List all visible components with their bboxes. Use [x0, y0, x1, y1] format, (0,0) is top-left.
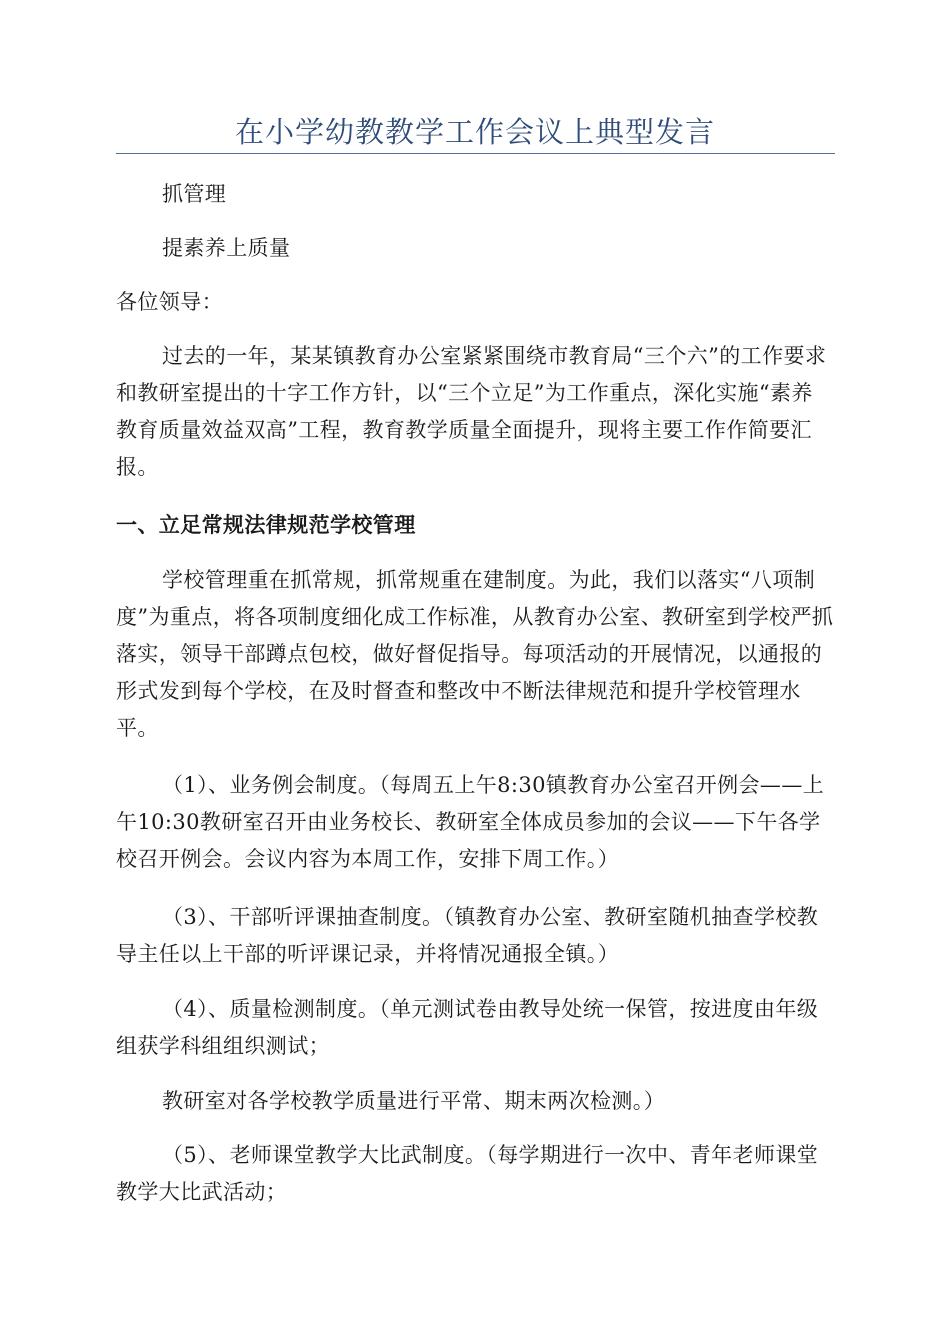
subtitle-line-2: 提素养上质量 [162, 236, 291, 260]
rule-item-5: （5）、老师课堂教学大比武制度。（每学期进行一次中、青年老师课堂教学大比武活动； [116, 1143, 819, 1204]
section-1-paragraph: 学校管理重在抓常规，抓常规重在建制度。为此，我们以落实“八项制度”为重点，将各项制度细化成工作标准，从教育办公室、教研室到学校严抓落实，领导干部蹲点包校，做好督促指导。每项活动的开展情况，以通报的形式发到每个学校，在及时督查和整改中不断法律规范和提升学校管理水平。 [116, 568, 834, 740]
rule-item-4-continued: 教研室对各学校教学质量进行平常、期末两次检测。） [162, 1089, 666, 1113]
rule-item-4: （4）、质量检测制度。（单元测试卷由教导处统一保管，按进度由年级组获学科组组织测试； [116, 997, 819, 1058]
section-1-heading: 一、立足常规法律规范学校管理 [116, 513, 416, 537]
intro-paragraph: 过去的一年，某某镇教育办公室紧紧围绕市教育局“三个六”的工作要求和教研室提出的十字工作方针，以“三个立足”为工作重点，深化实施“素养教育质量效益双高”工程，教育教学质量全面提升，现将主要工作作简要汇报。 [116, 344, 827, 479]
salutation: 各位领导： [116, 290, 223, 314]
rule-item-3: （3）、干部听评课抽查制度。（镇教育办公室、教研室随机抽查学校教导主任以上干部的听评课记录，并将情况通报全镇。） [116, 905, 819, 966]
rule-item-1: （1）、业务例会制度。（每周五上午8:30镇教育办公室召开例会——上午10:30教研室召开由业务校长、教研室全体成员参加的会议——下午各学校召开例会。会议内容为本周工作，安排下周工作。） [116, 773, 825, 871]
subtitle-line-1: 抓管理 [162, 182, 227, 206]
document-title: 在小学幼教教学工作会议上典型发言 [234, 115, 715, 149]
title-underline [116, 153, 835, 154]
